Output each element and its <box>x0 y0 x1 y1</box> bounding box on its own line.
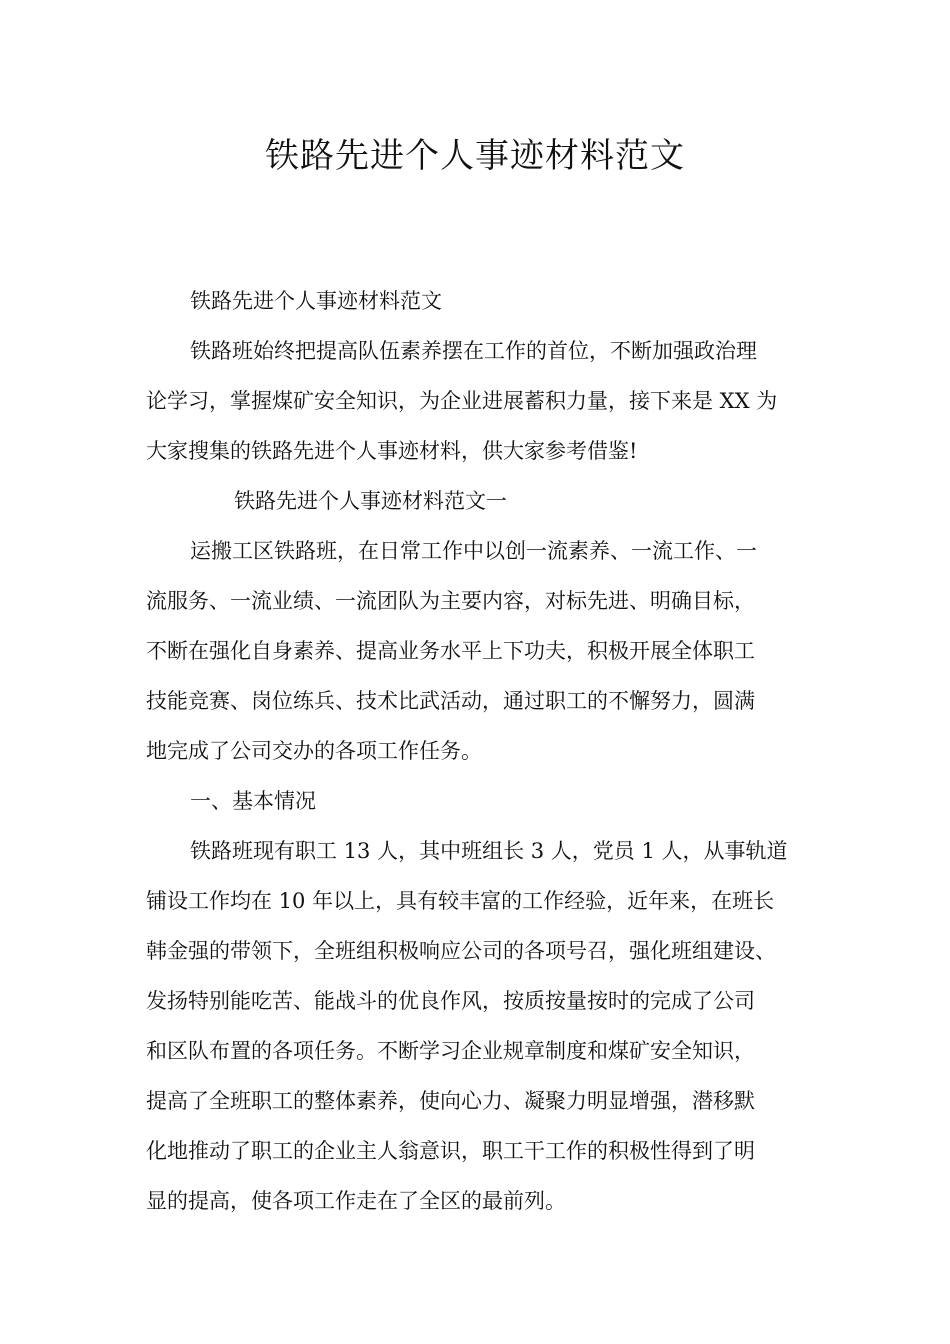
paragraph-line: 化地推动了职工的企业主人翁意识，职工干工作的积极性得到了明 <box>146 1139 755 1163</box>
paragraph-line: 技能竞赛、岗位练兵、技术比武活动，通过职工的不懈努力，圆满 <box>146 689 755 713</box>
paragraph-line: 运搬工区铁路班，在日常工作中以创一流素养、一流工作、一 <box>190 539 757 563</box>
paragraph-line: 不断在强化自身素养、提高业务水平上下功夫，积极开展全体职工 <box>146 639 755 663</box>
section-heading: 一、基本情况 <box>190 789 316 813</box>
paragraph-line: 发扬特别能吃苦、能战斗的优良作风，按质按量按时的完成了公司 <box>146 989 755 1013</box>
document-title: 铁路先进个人事迹材料范文 <box>265 136 685 176</box>
paragraph-line: 论学习，掌握煤矿安全知识，为企业进展蓄积力量，接下来是 XX 为 <box>146 389 778 413</box>
paragraph-line: 显的提高，使各项工作走在了全区的最前列。 <box>146 1189 566 1213</box>
paragraph-line: 和区队布置的各项任务。不断学习企业规章制度和煤矿安全知识， <box>146 1039 755 1063</box>
paragraph-line: 铺设工作均在 10 年以上，具有较丰富的工作经验，近年来，在班长 <box>146 889 775 913</box>
paragraph-line: 提高了全班职工的整体素养，使向心力、凝聚力明显增强，潜移默 <box>146 1089 755 1113</box>
paragraph-line: 流服务、一流业绩、一流团队为主要内容，对标先进、明确目标， <box>146 589 755 613</box>
paragraph-line: 韩金强的带领下，全班组积极响应公司的各项号召，强化班组建设、 <box>146 939 776 963</box>
paragraph-line: 铁路班现有职工 13 人，其中班组长 3 人，党员 1 人，从事轨道 <box>190 839 788 863</box>
paragraph-line: 大家搜集的铁路先进个人事迹材料，供大家参考借鉴! <box>146 439 638 463</box>
paragraph-line: 地完成了公司交办的各项工作任务。 <box>146 739 482 763</box>
paragraph-line: 铁路班始终把提高队伍素养摆在工作的首位，不断加强政治理 <box>190 339 757 363</box>
subtitle-line: 铁路先进个人事迹材料范文 <box>190 289 442 313</box>
section-heading: 铁路先进个人事迹材料范文一 <box>234 489 507 513</box>
